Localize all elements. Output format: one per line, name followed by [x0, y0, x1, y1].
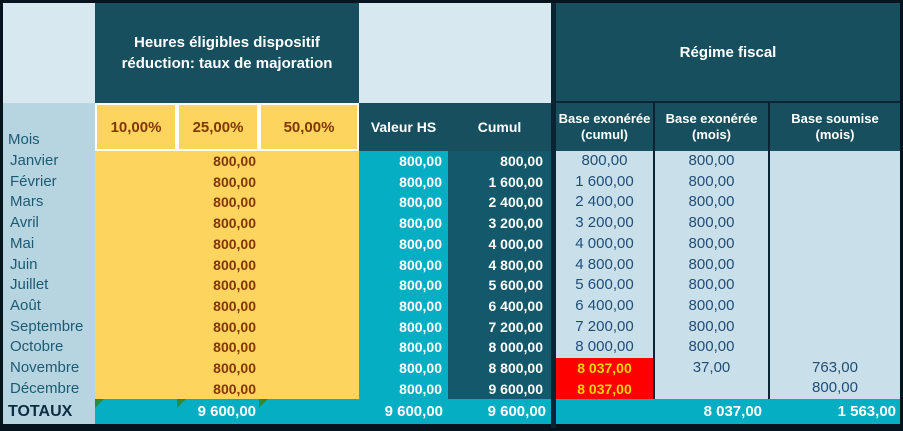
valeur-hs-cell[interactable]: 800,00	[399, 173, 442, 190]
valeur-hs-cell[interactable]: 800,00	[399, 153, 442, 169]
base-exoneree-mois-cell[interactable]: 800,00	[688, 296, 735, 314]
month-cell[interactable]: Juillet	[10, 276, 49, 294]
base-exoneree-cumul-cell[interactable]: 6 400,00	[575, 296, 634, 314]
base-exoneree-mois-cell[interactable]: 800,00	[688, 255, 735, 273]
pct-header-10[interactable]: 10,00%	[95, 103, 177, 151]
column-base-exoneree-mois	[655, 151, 768, 399]
base-soumise-mois-cell[interactable]	[770, 172, 900, 193]
hours-25pct-cell[interactable]: 800,00	[213, 256, 256, 273]
month-cell[interactable]: Mai	[10, 234, 35, 252]
cumul-cell[interactable]: 1 600,00	[488, 173, 543, 190]
hs-subheader-bar	[359, 103, 551, 151]
mois-column-label[interactable]: Mois	[8, 131, 40, 148]
month-cell[interactable]: Juin	[10, 255, 38, 273]
month-cell[interactable]: Septembre	[10, 317, 84, 335]
column-pct-25	[177, 151, 259, 399]
base-exoneree-mois-cell[interactable]: 800,00	[688, 172, 735, 190]
base-exoneree-cumul-cell[interactable]: 4 800,00	[575, 255, 634, 273]
base-soumise-mois-cell[interactable]	[770, 192, 900, 213]
base-exoneree-cumul-cell[interactable]: 2 400,00	[575, 193, 634, 211]
totaux-base-exoneree-value[interactable]: 8 037,00	[703, 403, 762, 420]
hours-25pct-cell[interactable]: 800,00	[213, 194, 256, 211]
totaux-cumul-value[interactable]: 9 600,00	[487, 403, 546, 420]
month-cell[interactable]: Octobre	[10, 338, 64, 356]
base-exoneree-mois-cell[interactable]	[655, 379, 768, 399]
base-exoneree-mois-cell[interactable]: 800,00	[688, 152, 735, 169]
cumul-cell[interactable]: 9 600,00	[488, 380, 543, 397]
base-soumise-mois-cell[interactable]	[770, 254, 900, 275]
cumul-header[interactable]: Cumul	[477, 119, 522, 135]
base-soumise-mois-header[interactable]	[770, 103, 900, 151]
cumul-cell[interactable]: 8 000,00	[488, 339, 543, 356]
cumul-cell[interactable]: 4 800,00	[488, 256, 543, 273]
valeur-hs-cell[interactable]: 800,00	[399, 256, 442, 273]
base-exoneree-cumul-cell[interactable]: 3 200,00	[575, 214, 634, 232]
totaux-valeur-hs-value[interactable]: 9 600,00	[384, 403, 443, 420]
cumul-cell[interactable]: 8 800,00	[488, 360, 543, 377]
base-exoneree-cumul-cell[interactable]: 8 000,00	[575, 338, 634, 356]
hours-25pct-cell[interactable]: 800,00	[213, 173, 256, 190]
base-exoneree-cumul-cell[interactable]: 8 037,00	[556, 379, 653, 400]
valeur-hs-cell[interactable]: 800,00	[399, 277, 442, 294]
base-exoneree-cumul-cell[interactable]: 5 600,00	[575, 276, 634, 294]
totaux-label-cell[interactable]	[3, 399, 95, 424]
base-soumise-mois-cell[interactable]: 763,00	[812, 358, 858, 376]
valeur-hs-cell[interactable]: 800,00	[399, 235, 442, 252]
base-soumise-mois-cell[interactable]	[770, 151, 900, 172]
top-left-empty-cell[interactable]	[3, 3, 95, 103]
base-header-line2: (cumul)	[581, 127, 628, 142]
cumul-cell[interactable]: 800,00	[500, 153, 543, 169]
base-exoneree-mois-cell[interactable]: 800,00	[688, 214, 735, 232]
valeur-hs-cell[interactable]: 800,00	[399, 318, 442, 335]
valeur-hs-header[interactable]: Valeur HS	[370, 119, 437, 135]
cumul-cell[interactable]: 6 400,00	[488, 297, 543, 314]
column-base-exoneree-cumul	[556, 151, 653, 399]
error-indicator-icon	[177, 399, 186, 408]
error-indicator-icon	[95, 399, 104, 408]
base-soumise-mois-cell[interactable]	[770, 234, 900, 255]
column-base-soumise-mois	[770, 151, 900, 399]
error-indicator-icon	[259, 399, 268, 408]
hours-25pct-cell[interactable]: 800,00	[213, 318, 256, 335]
top-middle-empty-cell[interactable]	[359, 3, 551, 103]
cumul-cell[interactable]: 7 200,00	[488, 318, 543, 335]
base-exoneree-mois-cell[interactable]: 800,00	[688, 338, 735, 356]
base-header-line1: Base exonérée	[558, 111, 651, 126]
month-cell[interactable]: Mars	[10, 193, 44, 211]
base-header-line1: Base soumise	[791, 111, 879, 126]
base-exoneree-cumul-header[interactable]	[556, 103, 653, 151]
base-soumise-mois-cell[interactable]	[770, 275, 900, 296]
month-cell[interactable]: Novembre	[10, 359, 80, 377]
base-header-line2: (mois)	[815, 127, 855, 142]
hours-25pct-cell[interactable]: 800,00	[213, 153, 256, 169]
regime-fiscal-header[interactable]: Régime fiscal	[556, 3, 900, 101]
base-soumise-mois-cell[interactable]	[770, 213, 900, 234]
base-header-line1: Base exonérée	[665, 111, 758, 126]
hours-25pct-cell[interactable]: 800,00	[213, 277, 256, 294]
hours-25pct-cell[interactable]: 800,00	[213, 380, 256, 397]
base-exoneree-mois-cell[interactable]: 800,00	[688, 317, 735, 335]
pct-header-50[interactable]: 50,00%	[259, 103, 359, 151]
valeur-hs-cell[interactable]: 800,00	[399, 194, 442, 211]
base-exoneree-mois-cell[interactable]: 800,00	[688, 276, 735, 294]
month-cell[interactable]: Avril	[10, 214, 39, 232]
hours-25pct-cell[interactable]: 800,00	[213, 235, 256, 252]
base-exoneree-cumul-cell[interactable]: 8 037,00	[556, 358, 653, 379]
month-cell[interactable]: Janvier	[10, 152, 59, 169]
base-soumise-mois-cell[interactable]: 800,00	[812, 379, 858, 397]
hours-25pct-cell[interactable]: 800,00	[213, 297, 256, 314]
month-cell[interactable]: Février	[10, 172, 57, 190]
base-exoneree-mois-cell[interactable]: 37,00	[692, 359, 731, 377]
totaux-label: TOTAUX	[8, 403, 73, 420]
valeur-hs-cell[interactable]: 800,00	[399, 215, 442, 232]
base-soumise-mois-cell[interactable]	[770, 296, 900, 317]
base-exoneree-mois-cell[interactable]: 800,00	[688, 234, 735, 252]
base-soumise-mois-cell[interactable]	[770, 316, 900, 337]
valeur-hs-cell[interactable]: 800,00	[399, 380, 442, 397]
valeur-hs-cell[interactable]: 800,00	[399, 339, 442, 356]
column-valeur-hs	[359, 151, 448, 399]
base-exoneree-mois-header[interactable]	[655, 103, 768, 151]
cumul-cell[interactable]: 2 400,00	[488, 194, 543, 211]
base-exoneree-cumul-cell[interactable]: 1 600,00	[575, 172, 634, 190]
cumul-cell[interactable]: 4 000,00	[488, 235, 543, 252]
month-cell[interactable]: Décembre	[10, 379, 80, 397]
base-exoneree-mois-cell[interactable]: 800,00	[688, 193, 735, 211]
base-header-line2: (mois)	[692, 127, 731, 142]
hours-25pct-cell[interactable]: 800,00	[213, 339, 256, 356]
column-months	[3, 151, 95, 399]
base-soumise-mois-cell[interactable]	[770, 337, 900, 358]
base-exoneree-cumul-cell[interactable]: 7 200,00	[575, 317, 634, 335]
valeur-hs-cell[interactable]: 800,00	[399, 360, 442, 377]
hours-25pct-cell[interactable]: 800,00	[213, 360, 256, 377]
pct-header-25[interactable]: 25,00%	[177, 103, 259, 151]
column-cumul	[448, 151, 551, 399]
totaux-base-soumise-value[interactable]: 1 563,00	[837, 403, 896, 420]
hours-eligible-header[interactable]: Heures éligibles dispositif réduction: taux de majoration	[95, 3, 359, 103]
month-cell[interactable]: Août	[10, 296, 41, 314]
cumul-cell[interactable]: 5 600,00	[488, 277, 543, 294]
hours-25pct-cell[interactable]: 800,00	[213, 215, 256, 232]
totaux-hours-value[interactable]: 9 600,00	[197, 403, 256, 420]
valeur-hs-cell[interactable]: 800,00	[399, 297, 442, 314]
cumul-cell[interactable]: 3 200,00	[488, 215, 543, 232]
base-exoneree-cumul-cell[interactable]: 800,00	[581, 152, 628, 169]
base-exoneree-cumul-cell[interactable]: 4 000,00	[575, 234, 634, 252]
